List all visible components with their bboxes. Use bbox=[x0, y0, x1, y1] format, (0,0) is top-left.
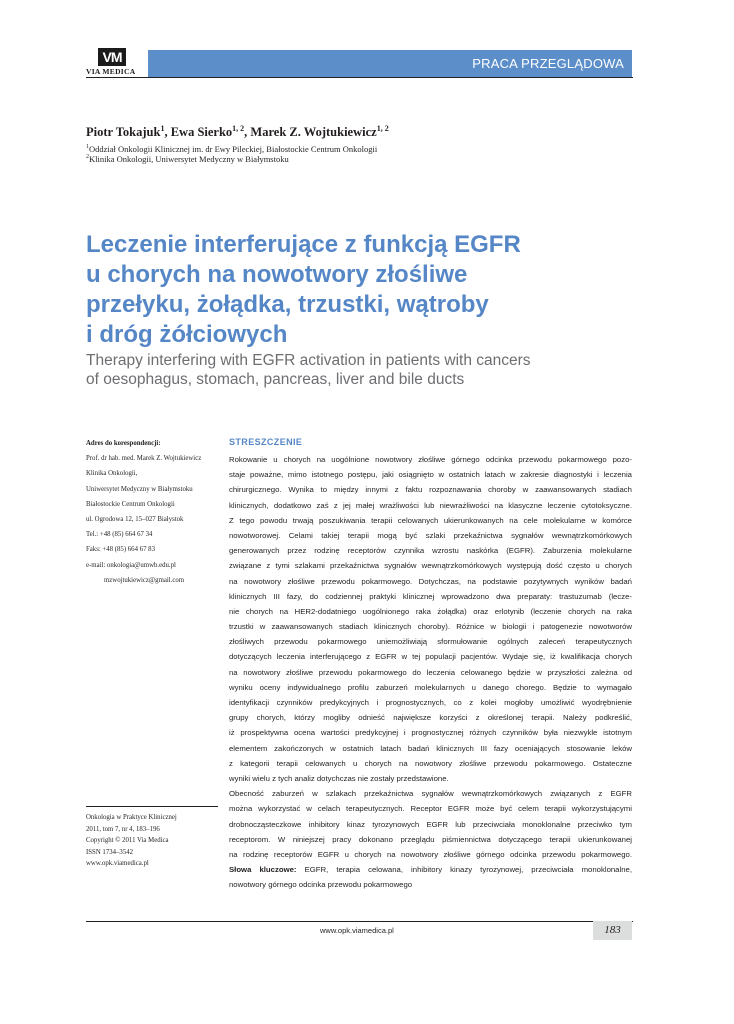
abstract-line: Obecność zaburzeń w szlakach przekaźnictwa sygnałów wewnątrzkomórkowych związanych z EGFR bbox=[229, 789, 632, 799]
english-title bbox=[86, 351, 646, 389]
correspondence-line: Faks: +48 (85) 664 67 83 bbox=[86, 546, 155, 554]
abstract-line: generowanych przez rodzinę receptorów czynnika wzrostu naskórka (EGFR). Zaburzenia molekularne bbox=[229, 546, 632, 556]
logo-text: VIA MEDICA bbox=[86, 67, 136, 76]
author-affiliation-ref: 1 bbox=[160, 124, 165, 133]
correspondence-line: ul. Ogrodowa 12, 15–027 Białystok bbox=[86, 516, 184, 524]
correspondence-line: Klinika Onkologii, bbox=[86, 470, 138, 478]
abstract-line: trzustki w zaawansowanych stadiach klinicznych choroby). Różnice w biologii i patogenezie nowotworów bbox=[229, 622, 632, 632]
abstract-line: na rodzinę receptorów EGFR u chorych na nowotwory złośliwe górnego odcinka przewodu pokarmowego. bbox=[229, 849, 632, 859]
affiliation-text: Klinika Onkologii, Uniwersytet Medyczny w Białymstoku bbox=[89, 154, 289, 164]
title-line: i dróg żółciowych bbox=[86, 321, 288, 348]
section-label: PRACA PRZEGLĄDOWA bbox=[148, 50, 632, 77]
journal-line: 2011, tom 7, nr 4, 183–196 bbox=[86, 825, 160, 833]
author-affiliation-ref: 1, 2 bbox=[376, 124, 389, 133]
affiliation-number: 2 bbox=[86, 154, 89, 161]
logo-mark: VM bbox=[98, 48, 126, 66]
page-number: 183 bbox=[593, 921, 632, 940]
author-list: Piotr Tokajuk$^1$, Ewa Sierko$^{1, 2}$, Marek Z. Wojtukiewicz$^{1, 2}$ bbox=[86, 124, 389, 140]
abstract-body bbox=[229, 452, 632, 892]
abstract-line: nowotworowej. Celami takiej terapii mogą być szlaki przekaźnictwa sygnałów wewnątrzkomórkowych bbox=[229, 530, 632, 540]
journal-line: www.opk.viamedica.pl bbox=[86, 860, 149, 868]
abstract-line: receptorom. W niniejszej pracy dokonano przeglądu piśmiennictwa dotyczącego terapii ukierunkowanej bbox=[229, 834, 632, 844]
abstract-line: na nowotwory złośliwe przewodu pokarmowego do leczenia celowanego będzie w przyszłości zależna od bbox=[229, 667, 632, 677]
keywords-line: nowotwory górnego odcinka przewodu pokarmowego bbox=[229, 880, 413, 890]
header-divider bbox=[86, 77, 633, 78]
abstract-line: wyniku oceny indywidualnego profilu zaburzeń molekularnych u danego chorego. Będzie to wymagało bbox=[229, 682, 632, 692]
author-name: Ewa Sierko bbox=[170, 125, 233, 140]
abstract-line: nie chorych na HER2-dodatniego uogólnionego raka żołądka) oraz erlotynib (leczenie chorych na raka bbox=[229, 606, 632, 616]
affiliation bbox=[86, 154, 289, 164]
journal-divider bbox=[86, 806, 218, 807]
correspondence-line: Tel.: +48 (85) 664 67 34 bbox=[86, 531, 153, 539]
abstract-line: wyniki wielu z tych analiz dotychczas nie zostały przedstawione. bbox=[229, 773, 449, 783]
correspondence-line: Białostockie Centrum Onkologii bbox=[86, 500, 175, 508]
correspondence-email: mzwojtukiewicz@gmail.com bbox=[104, 576, 185, 584]
affiliation-number: 1 bbox=[86, 144, 89, 151]
correspondence-line: Uniwersytet Medyczny w Białymstoku bbox=[86, 485, 193, 493]
journal-line: Copyright © 2011 Via Medica bbox=[86, 837, 169, 845]
journal-line: Onkologia w Praktyce Klinicznej bbox=[86, 814, 177, 821]
abstract-line: grupy chorych, którzy mogliby odnieść największe korzyści z określonej terapii. Należy podkreślić, bbox=[229, 713, 632, 723]
affiliation bbox=[86, 144, 377, 154]
footer-divider bbox=[86, 921, 633, 922]
title-line: Leczenie interferujące z funkcją EGFR bbox=[86, 231, 521, 258]
abstract-line: z kategorii terapii celowanych u chorych na nowotwory złośliwe przewodu pokarmowego. Ostateczne bbox=[229, 758, 632, 768]
abstract-line: iż prospektywna ocena wartości predykcyjnej i prognostycznej różnych czynników była niezwykle istotnym bbox=[229, 728, 632, 738]
abstract-line: klinicznych, dodatkowo zaś z jej małej wrażliwości lub niewrażliwości na klasyczne leczenie cytotoksyczne. bbox=[229, 500, 632, 510]
abstract-line: związane z tymi szlakami przekaźnictwa sygnałów wewnątrzkomórkowych występują dość często u chorych bbox=[229, 561, 632, 571]
journal-info bbox=[86, 812, 226, 870]
publisher-logo bbox=[86, 48, 144, 78]
author-affiliation-ref: 1, 2 bbox=[232, 124, 245, 133]
abstract-heading: STRESZCZENIE bbox=[229, 437, 303, 447]
abstract-line: złośliwych przewodu pokarmowego uniemożliwiają sformułowanie ogólnych zaleceń terapeutycznych bbox=[229, 637, 632, 647]
affiliation-text: Oddział Onkologii Klinicznej im. dr Ewy Pileckiej, Białostockie Centrum Onkologii bbox=[89, 144, 378, 154]
keywords-line bbox=[229, 862, 632, 877]
title-line: przełyku, żołądka, trzustki, wątroby bbox=[86, 291, 489, 318]
abstract-line: klinicznych III fazy, do codziennej praktyki klinicznej wprowadzono dwa preparaty: trastuzumab (lecze- bbox=[229, 591, 632, 601]
title-line: u chorych na nowotwory złośliwe bbox=[86, 261, 468, 288]
correspondence-line: e-mail: onkologia@umwb.edu.pl bbox=[86, 561, 176, 569]
keywords-label: Słowa kluczowe: bbox=[229, 865, 297, 875]
abstract-line: dotyczących leczenia interferującego z EGFR w tej populacji pacjentów. Wydaje się, iż kwalifikacja chorych bbox=[229, 652, 632, 662]
author-name: Piotr Tokajuk bbox=[86, 125, 161, 140]
keywords-text: EGFR, terapia celowana, inhibitory kinazy tyrozynowej, przeciwciała monoklonalne, bbox=[304, 865, 632, 875]
subtitle-line: Therapy interfering with EGFR activation in patients with cancers bbox=[86, 352, 531, 369]
abstract-line: chirurgicznego. Wynika to między innymi z faktu rozpoznawania choroby w zaawansowanych stadiach bbox=[229, 485, 632, 495]
abstract-line: drobnocząsteczkowe inhibitory kinaz tyrozynowych EGFR lub przeciwciała monoklonalne przeciwko tym bbox=[229, 819, 632, 829]
abstract-line: staje poważne, mimo istotnego postępu, jaki osiągnięto w ostatnich latach w zakresie diagnostyki i leczenia bbox=[229, 470, 632, 480]
author-name: Marek Z. Wojtukiewicz bbox=[250, 125, 377, 140]
abstract-line: elementem zakończonych w ostatnich latach badań klinicznych III fazy oceniających stosowanie leków bbox=[229, 743, 632, 753]
journal-line: ISSN 1734–3542 bbox=[86, 848, 134, 856]
subtitle-line: of oesophagus, stomach, pancreas, liver and bile ducts bbox=[86, 371, 465, 388]
correspondence-line: Prof. dr hab. med. Marek Z. Wojtukiewicz bbox=[86, 455, 202, 463]
abstract-line: Z tego powodu trwają poszukiwania terapii celowanych ukierunkowanych na cele molekularne w komórce bbox=[229, 515, 632, 525]
abstract-line: identyfikacji czynników predykcyjnych i prognostycznych, co z kolei mogłoby umożliwić wyodrębnienie bbox=[229, 698, 632, 707]
article-title bbox=[86, 230, 646, 350]
correspondence-block bbox=[86, 436, 216, 588]
footer-url: www.opk.viamedica.pl bbox=[320, 926, 394, 935]
abstract-line: na nowotwory złośliwe przewodu pokarmowego. Dotychczas, na podstawie pozytywnych wyników badań bbox=[229, 576, 632, 586]
abstract-line: można wykorzystać w celach terapeutycznych. Receptor EGFR może być celem terapii wykorzystującymi bbox=[229, 804, 632, 814]
abstract-line: Rokowanie u chorych na uogólnione nowotwory złośliwe górnego odcinka przewodu pokarmowego pozo- bbox=[229, 455, 632, 464]
correspondence-heading: Adres do korespondencji: bbox=[86, 440, 161, 447]
